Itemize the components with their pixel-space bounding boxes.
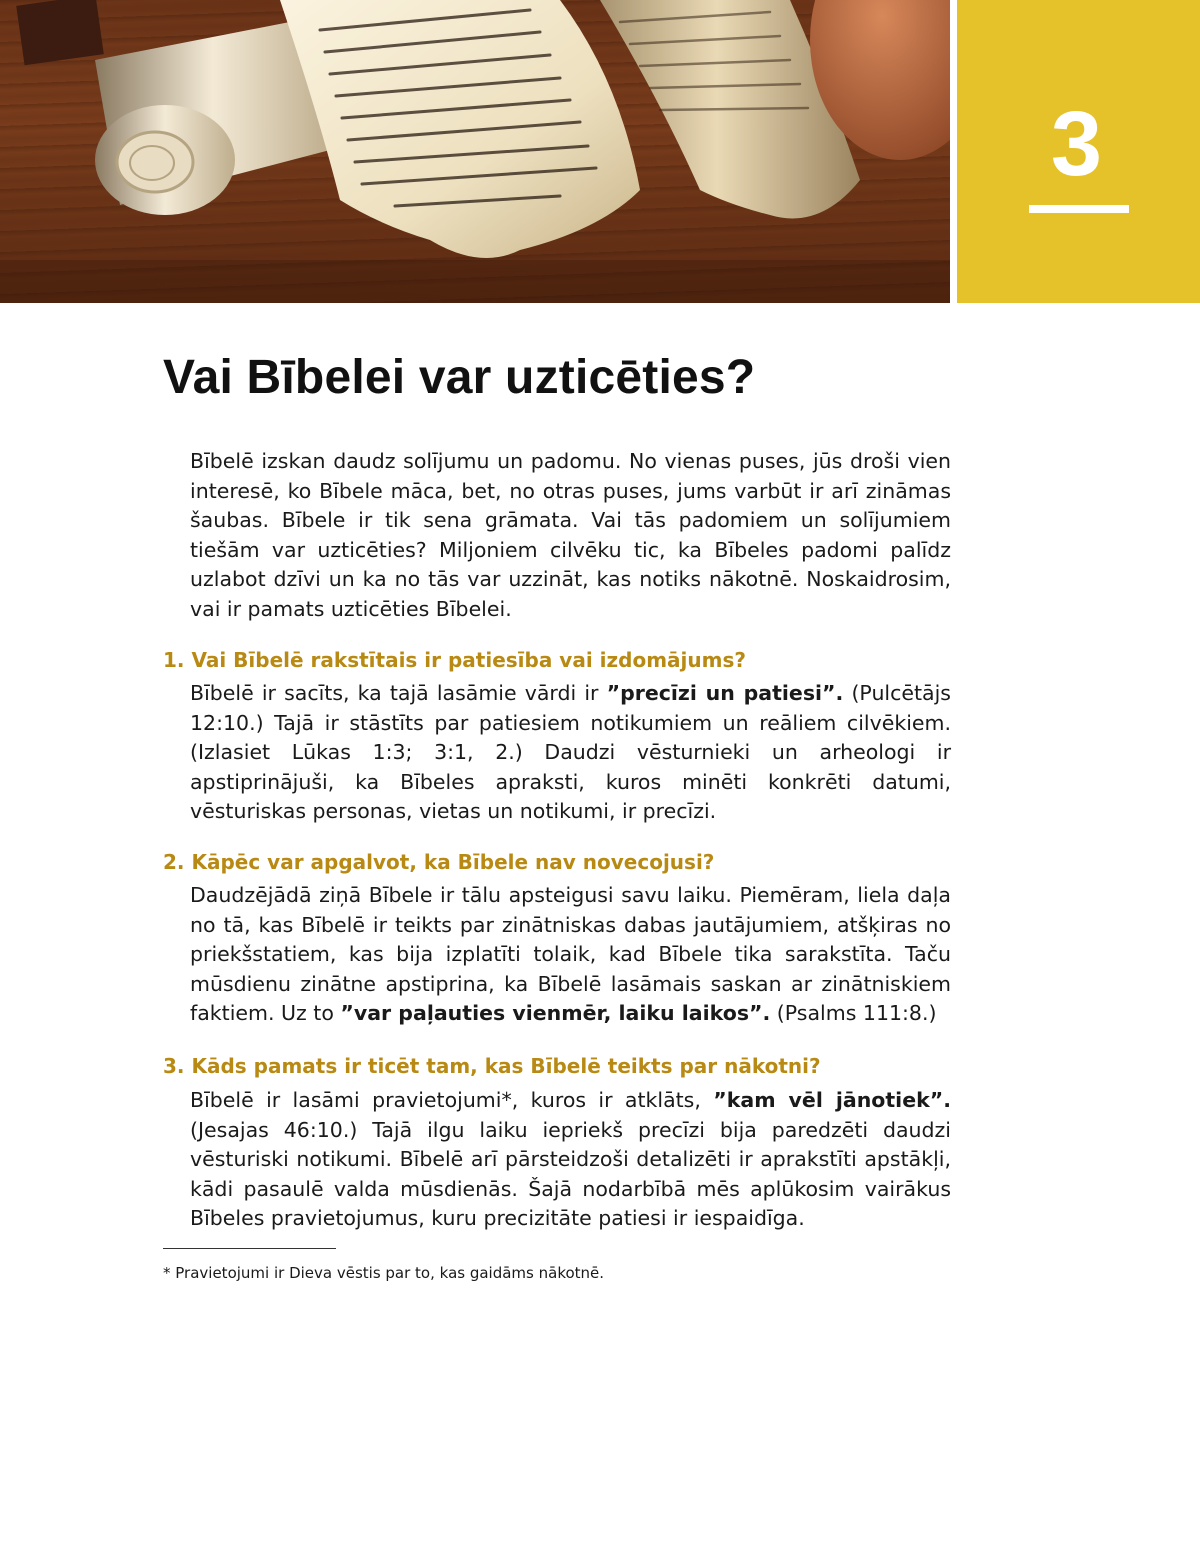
answer-3-emphasis: ”kam vēl jānotiek”. xyxy=(713,1088,952,1112)
question-1: 1. Vai Bībelē rakstītais ir patiesība vai izdomājums? xyxy=(163,648,746,672)
answer-2 xyxy=(190,881,951,1029)
answer-3 xyxy=(190,1086,951,1234)
footnote: * Pravietojumi ir Dieva vēstis par to, kas gaidāms nākotnē. xyxy=(163,1264,605,1282)
chapter-number: 3 xyxy=(1050,93,1103,195)
answer-1-text: Bībelē ir sacīts, ka tajā lasāmie vārdi ir xyxy=(190,681,607,705)
answer-2-emphasis: ”var paļauties vienmēr, laiku laikos”. xyxy=(340,1001,771,1025)
answer-1-text-cont: (Pulcētājs 12:10.) Tajā ir stāstīts par patiesiem notikumiem un reāliem cilvēkiem. (Izlasiet Lūkas 1:3; 3:1, 2.) Daudzi vēsturnieki un arheologi ir apstiprinājuši, ka Bībeles apraksti, kuros minēti konkrēti datumi, vēsturiskas personas, vietas un notikumi, ir precīzi. xyxy=(190,681,951,823)
question-2: 2. Kāpēc var apgalvot, ka Bībele nav novecojusi? xyxy=(163,850,715,874)
chapter-badge xyxy=(957,0,1200,303)
answer-1 xyxy=(190,679,951,827)
scrolls-illustration xyxy=(0,0,950,303)
page-title: Vai Bībelei var uzticēties? xyxy=(163,351,756,404)
answer-2-text-cont: (Psalms 111:8.) xyxy=(770,1001,937,1025)
answer-1-emphasis: ”precīzi un patiesi”. xyxy=(606,681,844,705)
answer-3-text-cont: (Jesajas 46:10.) Tajā ilgu laiku iepriekš precīzi bija paredzēti daudzi vēsturiski notikumi. Bībelē arī pārsteidzoši detalizēti ir aprakstīti apstākļi, kādi pasaulē valda mūsdienās. Šajā nodarbībā mēs aplūkosim vairākus Bībeles pravietojumus, kuru precizitāte patiesi ir iespaidīga. xyxy=(190,1117,951,1230)
question-3: 3. Kāds pamats ir ticēt tam, kas Bībelē teikts par nākotni? xyxy=(163,1054,821,1078)
answer-2-text: Daudzējādā ziņā Bībele ir tālu apsteigusi savu laiku. Piemēram, liela daļa no tā, kas Bībelē ir teikts par zinātniskas dabas jautājumiem, atšķiras no priekšstatiem, kas bija izplatīti tolaik, kad Bībele tika sarakstīta. Taču mūsdienu zinātne apstiprina, ka Bībelē lasāmais saskan ar zinātniskiem faktiem. Uz to xyxy=(190,883,951,1025)
footnote-divider xyxy=(163,1248,336,1249)
chapter-underline xyxy=(1029,205,1129,213)
intro-paragraph: Bībelē izskan daudz solījumu un padomu. No vienas puses, jūs droši vien interesē, ko Bībele māca, bet, no otras puses, jums varbūt ir arī zināmas šaubas. Bībele ir tik sena grāmata. Vai tās padomiem un solījumiem tiešām var uzticēties? Miljoniem cilvēku tic, ka Bībeles padomi palīdz uzlabot dzīvi un ka no tās var uzzināt, kas notiks nākotnē. Noskaidrosim, vai ir pamats uzticēties Bībelei. xyxy=(190,449,951,621)
header-scrolls-image xyxy=(0,0,950,303)
answer-3-text: Bībelē ir lasāmi pravietojumi*, kuros ir atklāts, xyxy=(190,1088,714,1112)
